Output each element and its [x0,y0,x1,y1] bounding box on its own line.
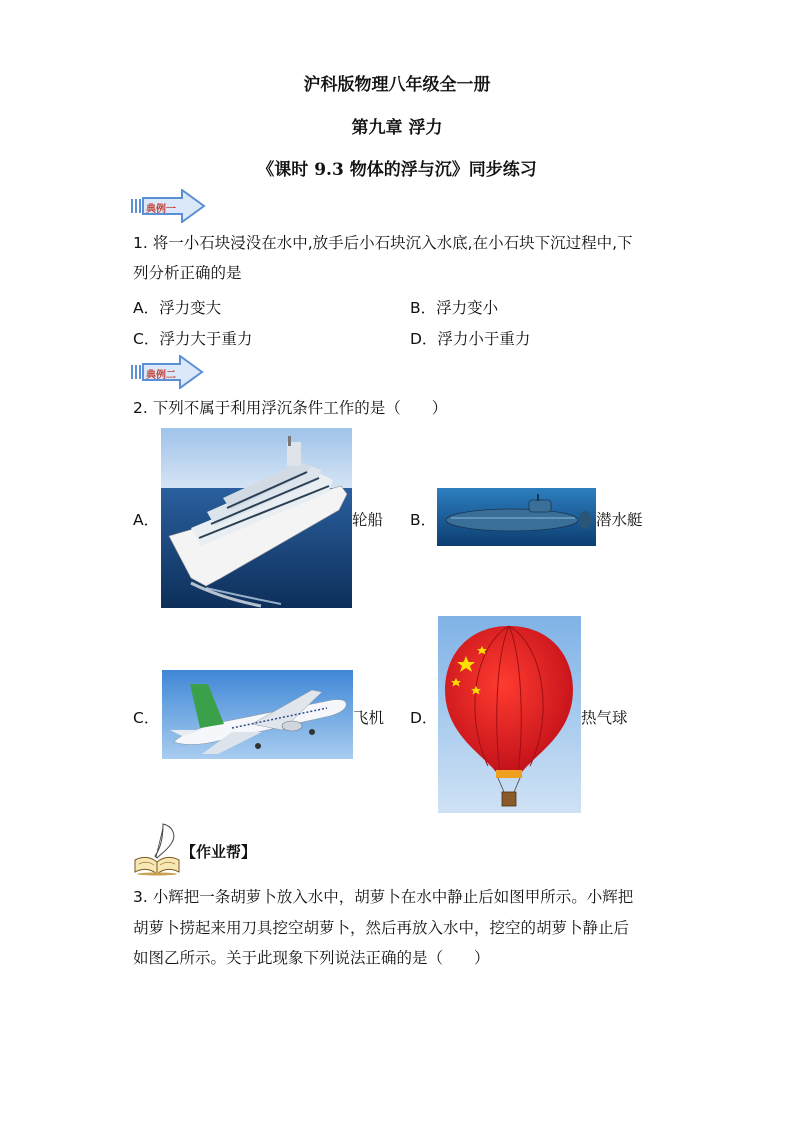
lesson-title: 《课时 9.3 物体的浮与沉》同步练习 [257,160,537,180]
submarine-photo [437,488,596,546]
homework-label: 【作业帮】 [181,843,257,861]
q2-stem: 2. 下列不属于利用浮沉条件工作的是（ ） [133,399,448,417]
chapter-title: 第九章 浮力 [351,118,443,138]
example-2-label: 典例二 [146,370,176,381]
q2-option-b-caption: 潜水艇 [596,511,643,529]
q3-text-line-3: 如图乙所示。关于此现象下列说法正确的是（ ） [133,949,490,967]
q3-text-line-1: 3. 小辉把一条胡萝卜放入水中，胡萝卜在水中静止后如图甲所示。小辉把 [133,888,634,906]
q1-option-b[interactable]: B．浮力变小 [410,299,499,317]
q2-option-c-caption: 飞机 [353,709,385,727]
example-1-tag [130,189,206,223]
q2-option-c-letter[interactable]: C． [133,709,160,727]
q1-text-line-1: 1. 将一小石块浸没在水中,放手后小石块沉入水底,在小石块下沉过程中,下 [133,234,633,252]
q2-option-a-letter[interactable]: A． [133,511,160,529]
document-title: 沪科版物理八年级全一册 [303,75,491,95]
airplane-photo [162,670,353,759]
example-1-label: 典例一 [146,204,176,215]
q1-text-line-2: 列分析正确的是 [133,264,242,282]
example-2-tag [130,355,206,389]
q3-text-line-2: 胡萝卜捞起来用刀具挖空胡萝卜，然后再放入水中，挖空的胡萝卜静止后 [133,919,630,937]
q1-option-c[interactable]: C．浮力大于重力 [133,330,253,348]
q1-option-a[interactable]: A．浮力变大 [133,299,222,317]
q2-option-b-letter[interactable]: B． [410,511,437,529]
q2-option-d-letter[interactable]: D． [410,709,438,727]
q1-option-d[interactable]: D．浮力小于重力 [410,330,531,348]
q2-option-d-caption: 热气球 [581,709,628,727]
hot-air-balloon-photo [438,616,581,813]
q2-option-a-caption: 轮船 [352,511,384,529]
cruise-ship-photo [161,428,352,608]
quill-book-icon [133,822,181,876]
